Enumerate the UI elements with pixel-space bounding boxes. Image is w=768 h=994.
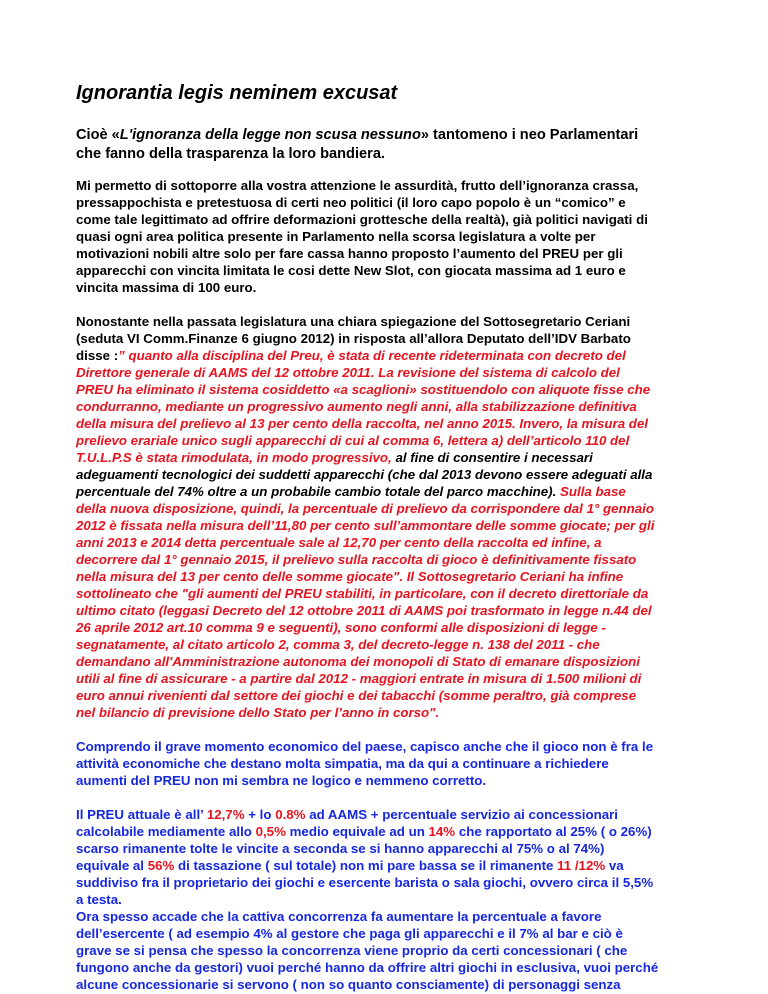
mixed-line (76, 483, 626, 500)
paragraph-line: grave se si pensa che spesso la concorrenza viene proprio da certi concessionari ( che (76, 943, 628, 958)
intro-text: » tantomeno i neo Parlamentari (420, 127, 639, 143)
quote-line: Direttore generale di AAMS del 12 ottobre 2011. La revisione del sistema di calcolo del (76, 365, 620, 380)
text-span: + lo (244, 807, 276, 822)
quote-line: ultimo citato (leggasi Decreto del 12 ottobre 2011 di AAMS poi trasformato in legge n.44 del (76, 603, 652, 618)
quote-line: utili al fine di assicurare - a partire dal 2012 - maggiori entrate in misura di 1.500 milioni di (76, 671, 642, 686)
quote-line: euro annui rivenienti dal settore dei giochi e dei tabacchi (somme peraltro, già comprese (76, 688, 637, 703)
paragraph-line (76, 823, 652, 840)
paragraph-line: suddiviso fra il proprietario dei giochi e esercente barista o sala giochi, ovvero circa il 5,5% (76, 875, 654, 890)
paragraph-line: scarso rimanente tolte le vincite a seconda se si hanno apparecchi al 75% o al 74%) (76, 841, 605, 856)
percentage-value: 14% (428, 824, 456, 839)
quote-line: segnatamente, al citato articolo 2, comma 3, del decreto-legge n. 138 del 2011 - che (76, 637, 600, 652)
text-span: Il PREU attuale è all’ (76, 807, 207, 822)
paragraph-line: dell’esercente ( ad esempio 4% al gestore che paga gli apparecchi e il 7% al bar e ciò è (76, 926, 623, 941)
paragraph-line: Ora spesso accade che la cattiva concorrenza fa aumentare la percentuale a favore (76, 909, 602, 924)
paragraph-line: come tale legittimato ad offrire deformazioni grottesche della realtà), già politici navigati di (76, 212, 648, 227)
paragraph-line: alcune concessionarie si servono ( non so quanto consciamente) di personaggi senza (76, 977, 621, 992)
paragraph-line: vincita massima di 100 euro. (76, 280, 257, 295)
text-span: disse : (76, 348, 119, 363)
quote-line: PREU ha eliminato il sistema cosiddetto «a scaglioni» sostituendolo con aliquote fisse che (76, 382, 651, 397)
paragraph-line: apparecchi con vincita limitata le cosi dette New Slot, con giocata massima ad 1 euro e (76, 263, 626, 278)
quote-line: 2012 è fissata nella misura dell’11,80 per cento sull’ammontare delle somme giocate; per gli (76, 518, 655, 533)
paragraph-line (76, 806, 618, 823)
paragraph-line: quasi ogni area politica presente in Parlamento nella scorsa legislatura a volte per (76, 229, 596, 244)
quote-line: demandano all'Amministrazione autonoma dei monopoli di Stato di emanare disposizioni (76, 654, 640, 669)
percentage-value: 12,7% (206, 807, 245, 822)
paragraph-line: Comprendo il grave momento economico del paese, capisco anche che il gioco non è fra le (76, 739, 654, 754)
paragraph-line: attività economiche che destano molta simpatia, ma da qui a continuare a richiedere (76, 756, 609, 771)
text-span: calcolabile mediamente allo (76, 824, 256, 839)
comment-span: al fine di consentire i necessari (391, 450, 593, 465)
quote-line: della nuova disposizione, quindi, la percentuale di prelievo da corrispondere dal 1° gennaio (76, 501, 654, 516)
quote-line: nella misura del 13 per cento delle somme giocate". Il Sottosegretario Ceriani ha infine (76, 569, 624, 584)
paragraph-line: pressappochista e pretestuosa di certi neo politici (il loro capo popolo è un “comico” e (76, 195, 626, 210)
comment-line: adeguamenti tecnologici dei suddetti apparecchi (che dal 2013 devono essere adeguati alla (76, 467, 653, 482)
quote-line: sottolineato che "gli aumenti del PREU stabiliti, in particolare, con il decreto direttoriale da (76, 586, 649, 601)
text-span: ad AAMS + percentuale servizio ai concessionari (305, 807, 618, 822)
intro-line (76, 126, 638, 145)
quote-line: 26 aprile 2012 art.10 comma 9 e seguenti), sono conformi alle disposizioni di legge - (76, 620, 606, 635)
text-span: equivale al (76, 858, 148, 873)
document-title: Ignorantia legis neminem excusat (76, 82, 398, 104)
quote-span: T.U.L.P.S è stata rimodulata, in modo progressivo, (76, 450, 392, 465)
quote-line: decorrere dal 1° gennaio 2015, il prelievo sulla raccolta di gioco è definitivamente fissato (76, 552, 637, 567)
quote-span: ” quanto alla disciplina del Preu, è stata di recente rideterminata con decreto del (118, 348, 626, 363)
quote-line: della misura del prelievo al 13 per cento della raccolta, nel anno 2015. Invero, la misura del (76, 416, 649, 431)
percentage-value: 0.8% (275, 807, 306, 822)
intro-text: Cioè « (76, 127, 120, 143)
paragraph-line: (seduta VI Comm.Finanze 6 giugno 2012) in risposta all’allora Deputato dell’IDV Barbato (76, 331, 631, 346)
intro-quote: L'ignoranza della legge non scusa nessuno (119, 127, 421, 143)
paragraph-line: aumenti del PREU non mi sembra ne logico e nemmeno corretto. (76, 773, 487, 788)
paragraph-line: Nonostante nella passata legislatura una chiara spiegazione del Sottosegretario Ceriani (76, 314, 631, 329)
quote-line: condurranno, mediante un progressivo aumento negli anni, alla stabilizzazione definitiva (76, 399, 637, 414)
paragraph-line: Mi permetto di sottoporre alla vostra attenzione le assurdità, frutto dell’ignoranza crassa, (76, 178, 639, 193)
quote-span: Sulla base (556, 484, 626, 499)
text-span: che rapportato al 25% ( o 26%) (455, 824, 652, 839)
text-span: di tassazione ( sul totale) non mi pare bassa se il rimanente (174, 858, 558, 873)
quote-line: anni 2013 e 2014 detta percentuale sale al 12,70 per cento della raccolta ed infine, a (76, 535, 602, 550)
quote-line (76, 449, 593, 466)
percentage-value: 56% (147, 858, 175, 873)
percentage-value: 11 /12% (557, 858, 606, 873)
comment-span: percentuale del 74% oltre a un probabile cambio totale del parco macchine). (76, 484, 557, 499)
percentage-value: 0,5% (255, 824, 286, 839)
paragraph-line (76, 347, 626, 364)
paragraph-line: a testa. (76, 892, 122, 907)
quote-line: prelievo erariale unico sugli apparecchi di cui al comma 6, lettera a) dell’articolo 110 del (76, 433, 630, 448)
paragraph-line: fungono anche da gestori) vuoi perché hanno da offrire altri giochi in esclusiva, vuoi perché (76, 960, 659, 975)
text-span: va (605, 858, 624, 873)
paragraph-line: motivazioni nobili altre solo per fare cassa hanno proposto l’aumento del PREU per gli (76, 246, 623, 261)
quote-line: nel bilancio di previsione dello Stato per l’anno in corso". (76, 705, 440, 720)
paragraph-line (76, 857, 624, 874)
text-span: medio equivale ad un (285, 824, 429, 839)
intro-line: che fanno della trasparenza la loro bandiera. (76, 146, 385, 162)
